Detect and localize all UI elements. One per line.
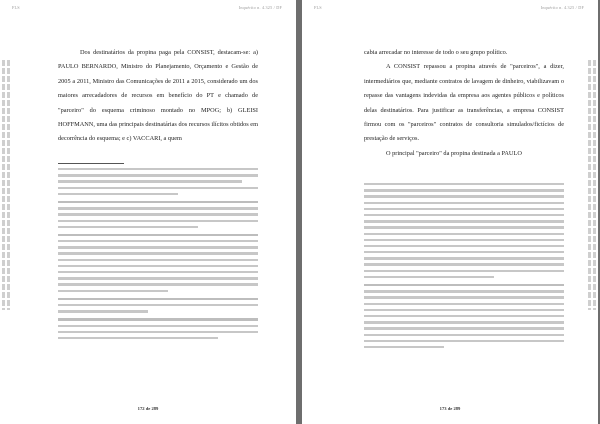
right-body-text bbox=[364, 46, 564, 161]
footnote-divider bbox=[58, 163, 124, 164]
left-page-number: 172 de 289 bbox=[137, 406, 159, 411]
left-margin-annotation-2 bbox=[7, 60, 10, 310]
left-margin-annotation bbox=[2, 60, 5, 310]
right-header-right: Inquérito n. 4.325 / DF bbox=[540, 5, 584, 10]
left-page bbox=[0, 0, 296, 424]
right-header-left: FLS bbox=[314, 5, 322, 10]
right-page-number: 173 de 289 bbox=[439, 406, 461, 411]
left-body-text bbox=[58, 46, 258, 147]
right-page bbox=[302, 0, 598, 424]
right-paragraph-3: O principal "parceiro" da propina destinada a PAULO bbox=[386, 149, 522, 157]
right-page-header bbox=[314, 5, 584, 15]
left-header-left: FLS bbox=[12, 5, 20, 10]
left-page-header bbox=[12, 5, 282, 15]
right-footnotes bbox=[364, 183, 564, 352]
right-margin-annotation-2 bbox=[588, 60, 591, 310]
right-paragraph-1: cabia arrecadar no interesse de todo o seu grupo político. bbox=[364, 49, 508, 56]
left-header-right: Inquérito n. 4.325 / DF bbox=[238, 5, 282, 10]
left-footnotes bbox=[58, 168, 258, 343]
right-paragraph-2: A CONSIST repassou a propina através de "parceiros", a dizer, intermediários que, mediante contratos de lavagem de dinheiro, viabilizavam o repasse das vantagens indevidas da empresa aos agentes públicos e políticos delas destinatários. Para justificar as transferências, a empresa CONSIST firmou com os "parceiros" contratos de consultoria simulados/fictícios de prestação de serviços. bbox=[364, 63, 564, 143]
right-margin-annotation bbox=[593, 60, 596, 310]
left-paragraph: Dos destinatários da propina paga pela CONSIST, destacam-se: a) PAULO BERNARDO, Ministro do Planejamento, Orçamento e Gestão de 2005 a 2011, Ministro das Comunicações de 2011 a 2015, considerado um dos maiores arrecadadores de recursos em benefício do PT e chamado de "parceiro" do esquema criminoso montado no MPOG; b) GLEISI HOFFMANN, uma das principais destinatárias dos recursos ilícitos obtidos em decorrência do esquema; e c) VACCARI, a quem bbox=[58, 49, 258, 143]
